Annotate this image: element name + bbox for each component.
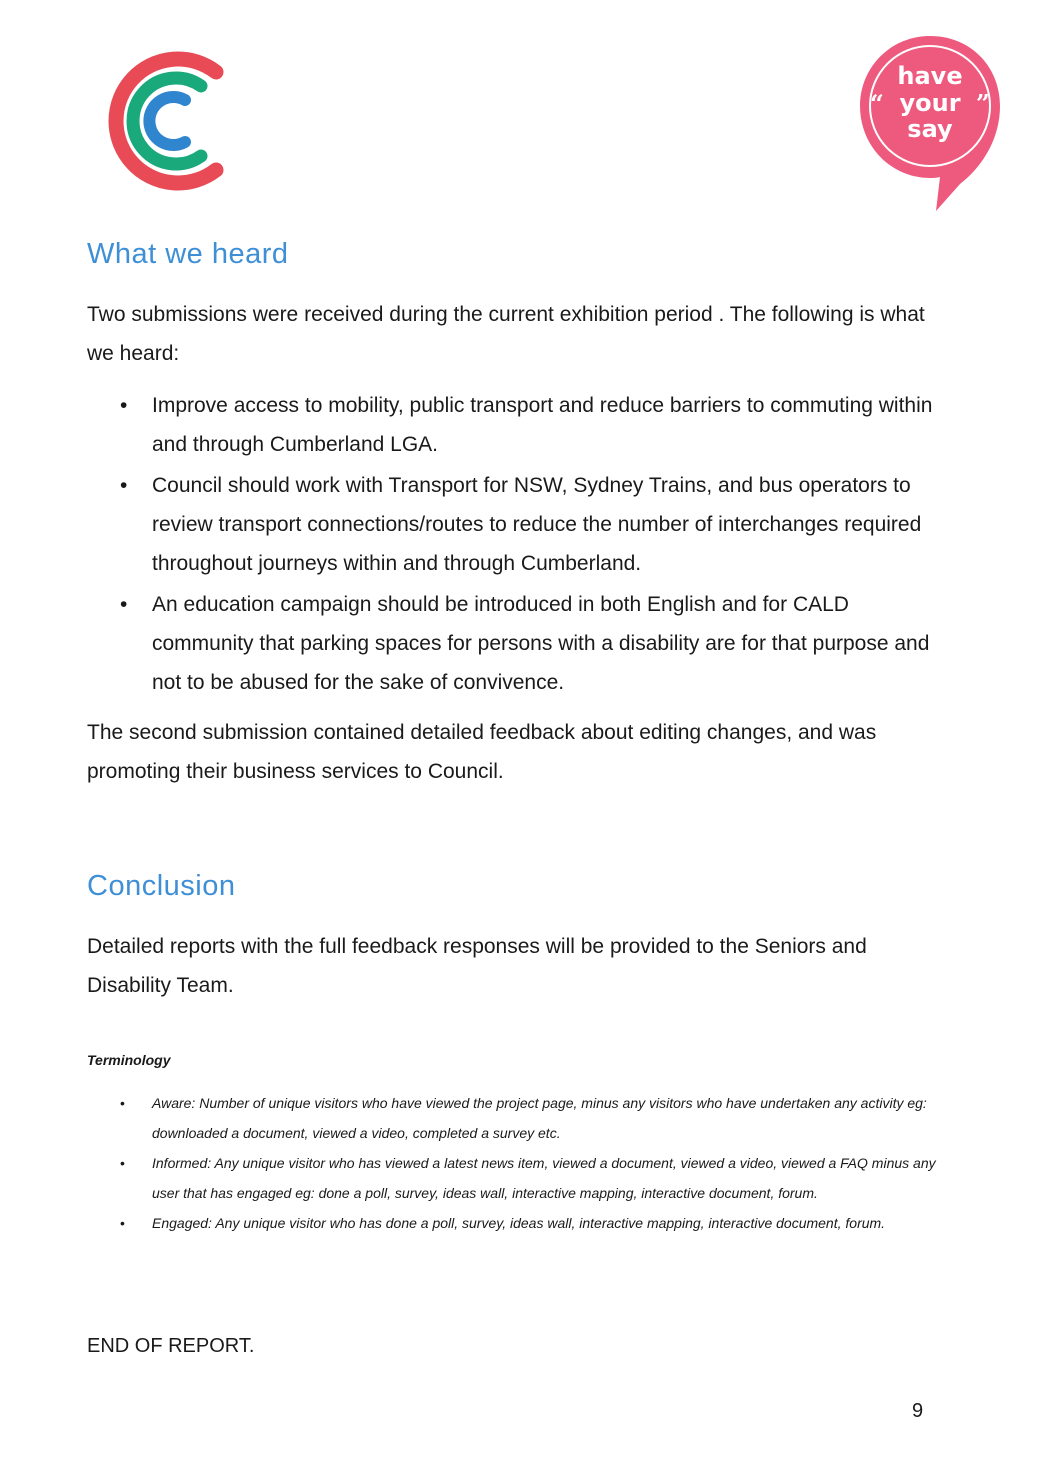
list-item xyxy=(87,1088,937,1148)
have-your-say-line2: your xyxy=(899,89,961,117)
list-item xyxy=(87,585,937,702)
terminology-item-text: Aware: Number of unique visitors who have viewed the project page, minus any visitors who have undertaken any activity eg: downloaded a document, viewed a video, completed a survey etc. xyxy=(152,1095,927,1141)
list-item-text: Improve access to mobility, public transport and reduce barriers to commuting within and through Cumberland LGA. xyxy=(152,394,933,456)
page-number: 9 xyxy=(912,1400,924,1422)
list-item xyxy=(87,466,937,583)
close-quote-icon: ” xyxy=(976,89,990,118)
terminology-list xyxy=(87,1088,937,1238)
list-item-text: Council should work with Transport for NSW, Sydney Trains, and bus operators to review transport connections/routes to reduce the number of interchanges required throughout journeys within and through Cumberland. xyxy=(152,474,922,575)
bullet-icon: • xyxy=(120,593,128,616)
feedback-list xyxy=(87,386,937,704)
list-item xyxy=(87,1148,937,1208)
what-we-heard-heading: What we heard xyxy=(87,238,289,270)
bullet-icon: • xyxy=(120,1215,125,1231)
have-your-say-line1: have xyxy=(897,62,963,90)
conclusion-text: Detailed reports with the full feedback responses will be provided to the Seniors and Disability Team. xyxy=(87,935,867,997)
open-quote-icon: “ xyxy=(870,89,884,118)
list-item-text: An education campaign should be introduced in both English and for CALD community that parking spaces for persons with a disability are for that purpose and not to be abused for the sake of convivence. xyxy=(152,593,930,694)
have-your-say-line3: say xyxy=(907,115,953,143)
end-of-report: END OF REPORT. xyxy=(87,1335,255,1357)
bullet-icon: • xyxy=(120,474,128,497)
terminology-title: Terminology xyxy=(87,1052,171,1068)
conclusion-heading: Conclusion xyxy=(87,870,236,902)
terminology-item-text: Informed: Any unique visitor who has viewed a latest news item, viewed a document, viewed a video, viewed a FAQ minus any user that has engaged eg: done a poll, survey, ideas wall, interactive mapping, interactive document, forum. xyxy=(152,1155,936,1201)
have-your-say-logo xyxy=(856,34,1004,212)
what-we-heard-intro: Two submissions were received during the current exhibition period . The following is what we heard: xyxy=(87,303,925,365)
bullet-icon: • xyxy=(120,1095,125,1111)
cumberland-c-logo xyxy=(95,46,227,196)
bullet-icon: • xyxy=(120,394,128,417)
list-item xyxy=(87,386,937,464)
second-submission-text: The second submission contained detailed feedback about editing changes, and was promoting their business services to Council. xyxy=(87,721,877,783)
bullet-icon: • xyxy=(120,1155,125,1171)
terminology-item-text: Engaged: Any unique visitor who has done a poll, survey, ideas wall, interactive mapping, interactive document, forum. xyxy=(152,1215,886,1231)
list-item xyxy=(87,1208,937,1238)
